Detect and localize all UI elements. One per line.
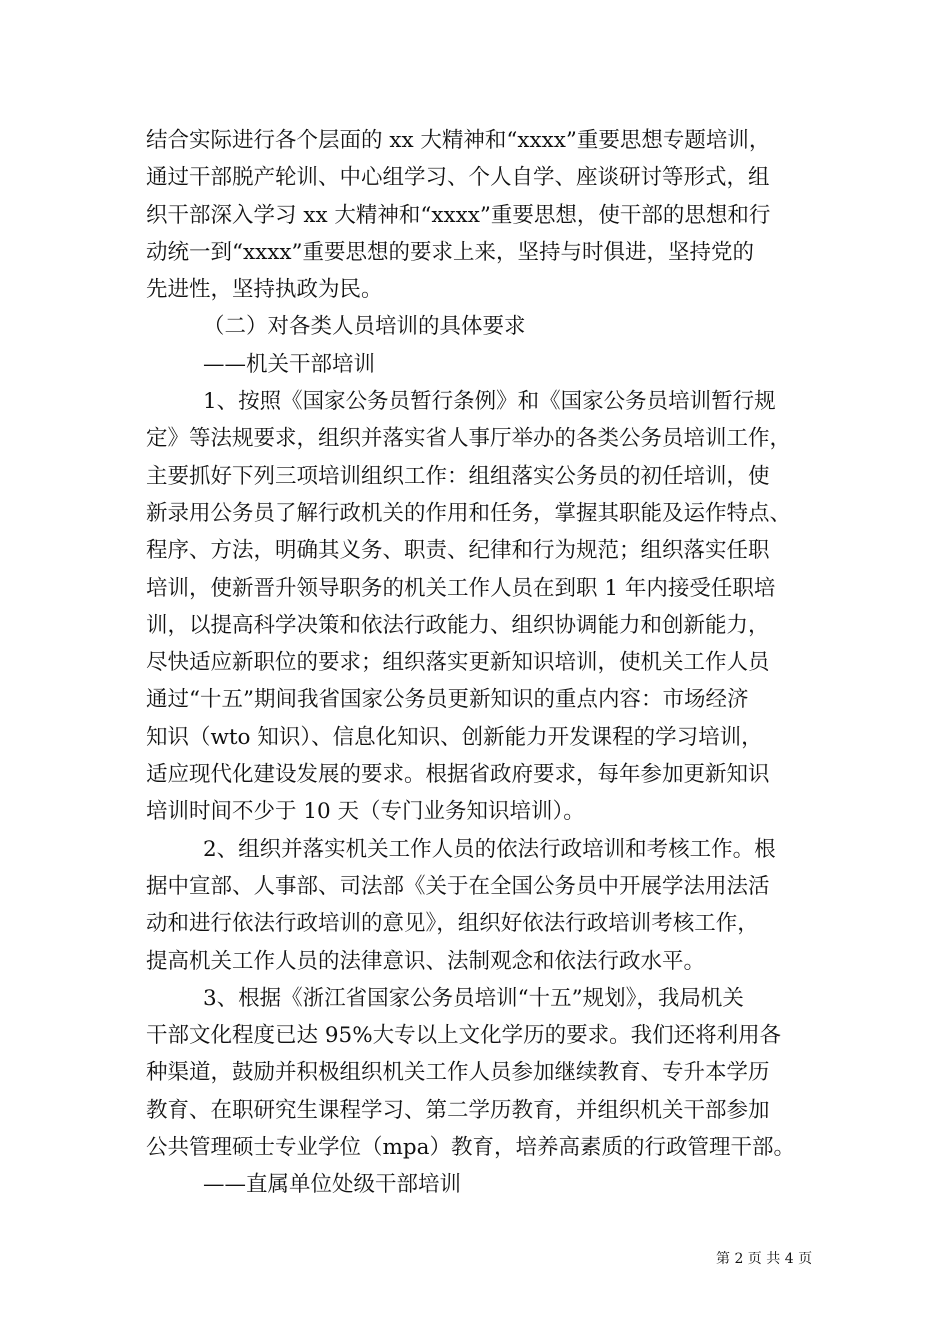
text-line: 定》等法规要求，组织并落实省人事厅举办的各类公务员培训工作， [146, 426, 792, 452]
text-line: 提高机关工作人员的法律意识、法制观念和依法行政水平。 [146, 948, 706, 974]
text-line: 通过“十五”期间我省国家公务员更新知识的重点内容：市场经济 [146, 687, 749, 713]
text-line: 适应现代化建设发展的要求。根据省政府要求，每年参加更新知识 [146, 762, 770, 788]
text-line: 培训时间不少于 10 天（专门业务知识培训）。 [146, 799, 585, 825]
text-line: 训，以提高科学决策和依法行政能力、组织协调能力和创新能力， [146, 612, 770, 638]
text-line: 知识（wto 知识）、信息化知识、创新能力开发课程的学习培训， [146, 724, 763, 750]
subsection-heading: ——机关干部培训 [203, 351, 376, 377]
text-line: 公共管理硕士专业学位（mpa）教育，培养高素质的行政管理干部。 [146, 1135, 795, 1161]
text-line: 据中宣部、人事部、司法部《关于在全国公务员中开展学法用法活 [146, 873, 770, 899]
text-line: 新录用公务员了解行政机关的作用和任务，掌握其职能及运作特点、 [146, 500, 792, 526]
text-line: 尽快适应新职位的要求；组织落实更新知识培训，使机关工作人员 [146, 650, 770, 676]
text-line: 通过干部脱产轮训、中心组学习、个人自学、座谈研讨等形式，组 [146, 165, 770, 191]
text-line: 织干部深入学习 xx 大精神和“xxxx”重要思想，使干部的思想和行 [146, 202, 771, 228]
page-number: 第 2 页 共 4 页 [716, 1251, 813, 1267]
text-line: 干部文化程度已达 95%大专以上文化学历的要求。我们还将利用各 [146, 1023, 782, 1049]
text-line: 动统一到“xxxx”重要思想的要求上来，坚持与时俱进，坚持党的 [146, 239, 754, 265]
section-heading: （二）对各类人员培训的具体要求 [203, 314, 526, 340]
text-line: 程序、方法，明确其义务、职责、纪律和行为规范；组织落实任职 [146, 538, 770, 564]
text-line: 教育、在职研究生课程学习、第二学历教育，并组织机关干部参加 [146, 1097, 770, 1123]
text-line: 结合实际进行各个层面的 xx 大精神和“xxxx”重要思想专题培训， [146, 128, 771, 153]
text-line: 主要抓好下列三项培训组织工作：组组落实公务员的初任培训，使 [146, 463, 770, 489]
text-line: 3、根据《浙江省国家公务员培训“十五”规划》，我局机关 [203, 985, 744, 1011]
text-line: 动和进行依法行政培训的意见》，组织好依法行政培训考核工作， [146, 911, 759, 937]
text-line: 种渠道，鼓励并积极组织机关工作人员参加继续教育、专升本学历 [146, 1060, 770, 1086]
text-line: 培训，使新晋升领导职务的机关工作人员在到职 1 年内接受任职培 [146, 575, 776, 601]
text-line: 1、按照《国家公务员暂行条例》和《国家公务员培训暂行规 [203, 389, 776, 415]
text-line: 2、组织并落实机关工作人员的依法行政培训和考核工作。根 [203, 836, 776, 862]
document-body [146, 122, 816, 1204]
text-line: 先进性，坚持执政为民。 [146, 277, 383, 303]
subsection-heading: ——直属单位处级干部培训 [203, 1172, 462, 1198]
